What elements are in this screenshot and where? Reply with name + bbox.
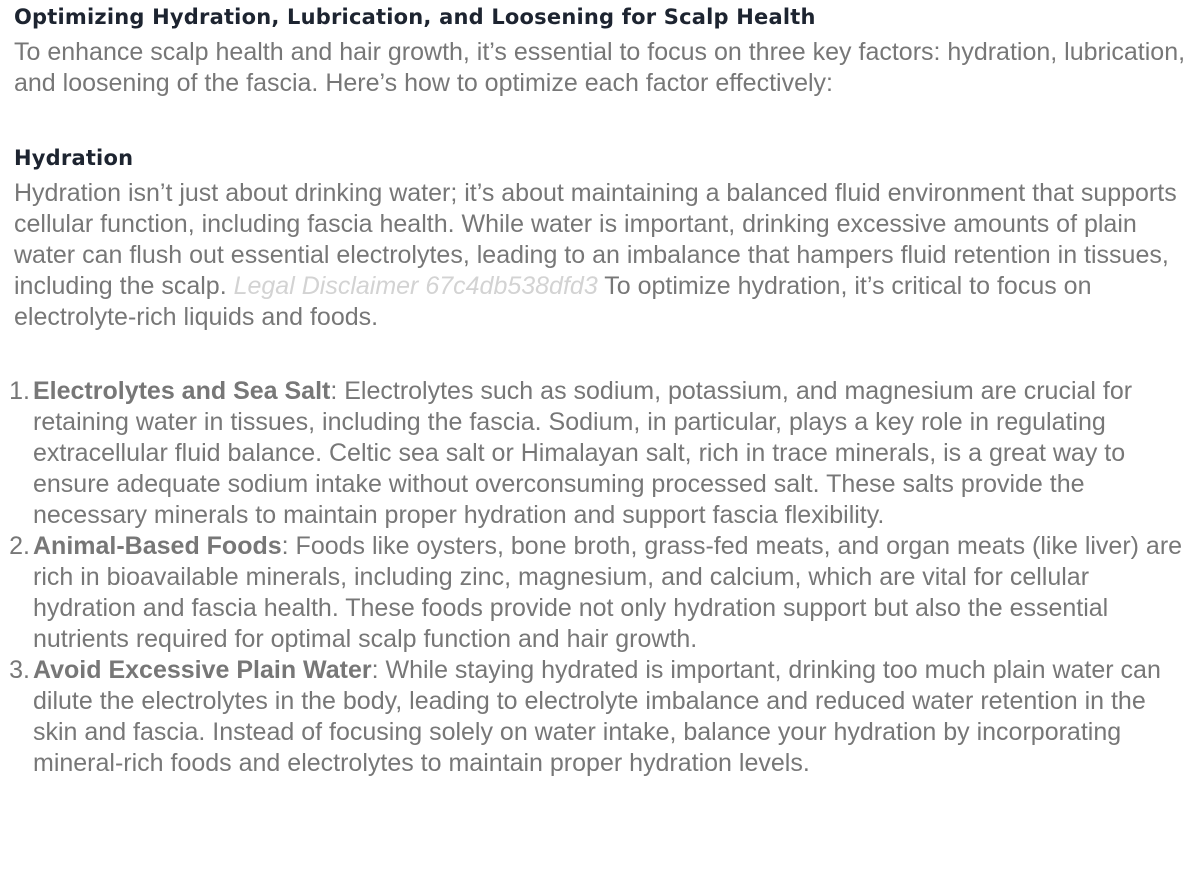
article-title: Optimizing Hydration, Lubrication, and Loosening for Scalp Health [14, 5, 816, 29]
list-text: : Foods like oysters, bone broth, grass-fed meats, and organ meats (like liver) are rich in bioavailable minerals, including zinc, magnesium, and calcium, which are vital for cellular hydration and fascia health. These foods provide not only hydration support but also the essential nutrients required for optimal scalp function and hair growth. [33, 532, 1183, 653]
list-text: : While staying hydrated is important, drinking too much plain water can dilute the electrolytes in the body, leading to electrolyte imbalance and reduced water retention in the skin and fascia. Instead of focusing solely on water intake, balance your hydration by incorporating mineral-rich foods and electrolytes to maintain proper hydration levels. [33, 656, 1161, 777]
intro-paragraph: To enhance scalp health and hair growth, it’s essential to focus on three key factors: hydration, lubrication, and loosening of the fascia. Here’s how to optimize each factor effectively: [14, 38, 1186, 97]
hydration-text-part2: To optimize hydration, it’s critical to focus on electrolyte-rich liquids and foods. [14, 272, 1092, 331]
list-item [9, 376, 1190, 531]
list-term: Electrolytes and Sea Salt [33, 377, 331, 405]
hydration-paragraph [14, 178, 1190, 333]
list-term: Animal-Based Foods [33, 532, 282, 560]
list-text: : Electrolytes such as sodium, potassium, and magnesium are crucial for retaining water in tissues, including the fascia. Sodium, in particular, plays a key role in regulating extracellular fluid balance. Celtic sea salt or Himalayan salt, rich in trace minerals, is a great way to ensure adequate sodium intake without overconsuming processed salt. These salts provide the necessary minerals to maintain proper hydration and support fascia flexibility. [33, 377, 1133, 529]
article [9, 0, 1190, 779]
hydration-list [9, 376, 1190, 779]
list-term: Avoid Excessive Plain Water [33, 656, 372, 684]
list-number: 1. [9, 377, 30, 405]
list-item [9, 531, 1190, 655]
list-item [9, 655, 1190, 779]
section-heading-hydration: Hydration [14, 146, 134, 170]
legal-disclaimer: Legal Disclaimer 67c4db538dfd3 [233, 272, 598, 300]
list-number: 3. [9, 656, 30, 684]
list-number: 2. [9, 532, 30, 560]
hydration-text-part1: Hydration isn’t just about drinking water; it’s about maintaining a balanced fluid environment that supports cellular function, including fascia health. While water is important, drinking excessive amounts of plain water can flush out essential electrolytes, leading to an imbalance that hampers fluid retention in tissues, including the scalp. [14, 179, 1177, 300]
